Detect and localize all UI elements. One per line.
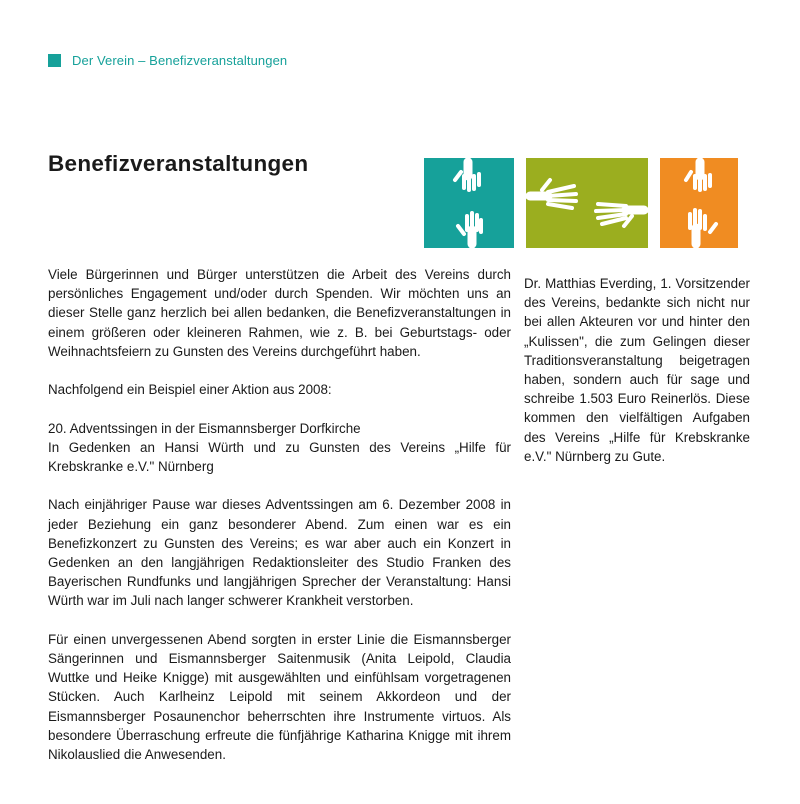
example-intro: Nachfolgend ein Beispiel einer Aktion aus 2008:	[48, 382, 332, 398]
event-block	[48, 419, 511, 477]
main-text-column	[48, 265, 511, 783]
event-title: 20. Adventssingen in der Eismannsberger Dorfkirche	[48, 420, 361, 436]
hands-passing-icon	[526, 158, 648, 248]
page-title: Benefizveranstaltungen	[48, 151, 309, 176]
hands-illustration	[424, 158, 800, 248]
side-text-column	[524, 274, 750, 485]
side-paragraph: Dr. Matthias Everding, 1. Vorsitzender des Vereins, bedankte sich nicht nur bei allen Akteuren vor und hinter den „Kulissen", die zum Gelingen dieser Traditionsveranstaltung beigetragen haben, sondern auch für sage und schreibe 1.503 Euro Reinerlös. Diese kommen den vielfältigen Aufgaben des Vereins „Hilfe für Krebskranke e.V." Nürnberg zu Gute.	[524, 276, 750, 464]
event-paragraph-1: Nach einjähriger Pause war dieses Adventssingen am 6. Dezember 2008 in jeder Beziehung ein ganz besonderer Abend. Zum einen war es ein Benefizkonzert zu Gunsten des Vereins; es war aber auch ein Konzert in Gedenken an den langjährigen Redaktionsleiter des Studio Franken des Bayerischen Rundfunks und langjährigen Sprecher der Veranstaltung: Hansi Würth war im Juli nach langer schwerer Krankheit verstorben.	[48, 497, 511, 609]
breadcrumb-text: Der Verein – Benefizveranstaltungen	[72, 52, 288, 68]
hands-reaching-icon	[424, 158, 514, 248]
breadcrumb	[48, 51, 287, 69]
event-dedication: In Gedenken an Hansi Würth und zu Gunsten des Vereins „Hilfe für Krebskranke e.V." Nürnberg	[48, 439, 511, 474]
event-paragraph-2: Für einen unvergessenen Abend sorgten in erster Linie die Eismannsberger Sängerinnen und Eismannsberger Saitenmusik (Anita Leipold, Claudia Wuttke und Heike Knigge) mit ausgewählten und einfühlsam vorgetragenen Stücken. Auch Karlheinz Leipold mit seinem Akkordeon und der Eismannsberger Posaunenchor beherrschten ihre Instrumente virtuos. Als besondere Überraschung erfreute die fünfjährige Katharina Knigge mit ihrem Nikolauslied die Anwesenden.	[48, 631, 511, 763]
hands-together-icon	[660, 158, 738, 248]
section-marker-icon	[48, 54, 61, 67]
intro-paragraph: Viele Bürgerinnen und Bürger unterstützen die Arbeit des Vereins durch persönliches Engagement und/oder durch Spenden. Wir möchten uns an dieser Stelle ganz herzlich bei allen bedanken, die Benefizveranstaltungen in einem größeren oder kleineren Rahmen, wie z. B. bei Geburtstags- oder Weihnachtsfeiern zu Gunsten des Vereins durchgeführt haben.	[48, 267, 511, 359]
